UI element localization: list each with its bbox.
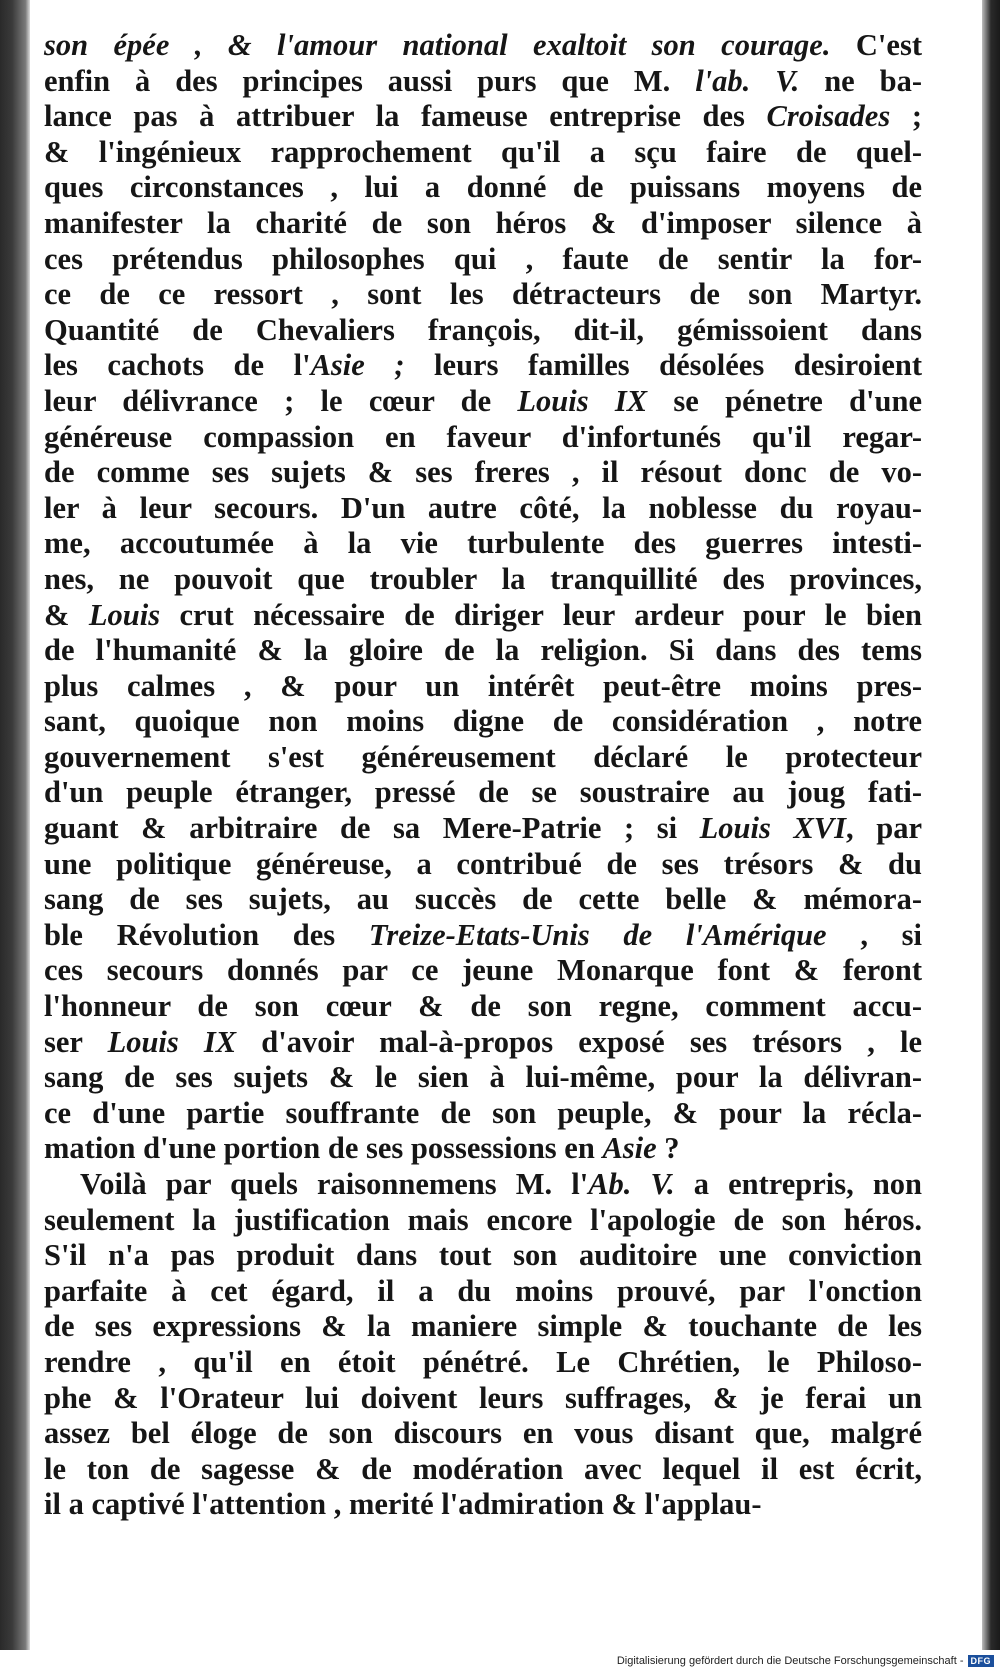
paragraph-2 (44, 1167, 922, 1523)
paragraph-1 (44, 28, 922, 1167)
text-line: & l'ingénieux rapprochement qu'il a sçu faire de quel- (44, 134, 922, 169)
text-line: ces prétendus philosophes qui , faute de sentir la for- (44, 241, 922, 276)
text-line: les cachots de l'Asie ; leurs familles désolées desiroient (44, 348, 922, 383)
scan-left-edge (0, 0, 30, 1650)
credit-text: Digitalisierung gefördert durch die Deutsche Forschungsgemeinschaft - (616, 1655, 964, 1667)
text-line: plus calmes , & pour un intérêt peut-être moins pres- (44, 668, 922, 703)
text-line: mation d'une portion de ses possessions en Asie ? (44, 1131, 680, 1166)
text-line: l'honneur de son cœur & de son regne, comment accu- (44, 989, 922, 1024)
scan-right-edge (982, 0, 1000, 1650)
text-line: sang de ses sujets, au succès de cette belle & mémora- (44, 882, 922, 917)
text-line: me, accoutumée à la vie turbulente des guerres intesti- (44, 526, 922, 561)
text-line: leur délivrance ; le cœur de Louis IX se pénetre d'une (44, 383, 922, 418)
text-line: rendre , qu'il en étoit pénétré. Le Chrétien, le Philoso- (44, 1344, 922, 1379)
text-line: de l'humanité & la gloire de la religion. Si dans des tems (44, 633, 922, 668)
text-line: parfaite à cet égard, il a du moins prouvé, par l'onction (44, 1273, 922, 1308)
page-text (44, 28, 922, 1523)
text-line: ces secours donnés par ce jeune Monarque font & feront (44, 953, 922, 988)
text-line: sant, quoique non moins digne de considération , notre (44, 704, 922, 739)
text-line: gouvernement s'est généreusement déclaré le protecteur (44, 739, 922, 774)
dfg-logo: DFG (968, 1655, 995, 1667)
text-line: de comme ses sujets & ses freres , il résout donc de vo- (44, 455, 922, 490)
text-line: le ton de sagesse & de modération avec lequel il est écrit, (44, 1451, 922, 1486)
text-line: phe & l'Orateur lui doivent leurs suffrages, & je ferai un (44, 1380, 922, 1415)
text-line: enfin à des principes aussi purs que M. l'ab. V. ne ba- (44, 63, 923, 98)
text-line: S'il n'a pas produit dans tout son auditoire une conviction (44, 1238, 922, 1273)
text-line: seulement la justification mais encore l'apologie de son héros. (44, 1202, 922, 1237)
text-line: de ses expressions & la maniere simple & touchante de les (44, 1309, 922, 1344)
text-line: nes, ne pouvoit que troubler la tranquillité des provinces, (44, 561, 922, 596)
text-line: généreuse compassion en faveur d'infortunés qu'il regar- (44, 419, 922, 454)
text-line: il a captivé l'attention , merité l'admiration & l'applau- (44, 1487, 762, 1522)
text-line: ble Révolution des Treize-Etats-Unis de l'Amérique , si (44, 917, 923, 952)
text-line: d'un peuple étranger, pressé de se soustraire au joug fati- (44, 775, 922, 810)
text-line: assez bel éloge de son discours en vous disant que, malgré (44, 1416, 922, 1451)
text-line: & Louis crut nécessaire de diriger leur ardeur pour le bien (44, 597, 922, 632)
text-line: une politique généreuse, a contribué de ses trésors & du (44, 846, 922, 881)
text-line: ser Louis IX d'avoir mal-à-propos exposé ses trésors , le (44, 1024, 922, 1059)
text-line: ler à leur secours. D'un autre côté, la noblesse du royau- (44, 490, 922, 525)
text-line: Quantité de Chevaliers françois, dit-il, gémissoient dans (44, 312, 922, 347)
text-line: ce de ce ressort , sont les détracteurs de son Martyr. (44, 277, 922, 312)
text-line: manifester la charité de son héros & d'imposer silence à (44, 205, 922, 240)
text-line: sang de ses sujets & le sien à lui-même, pour la délivran- (44, 1060, 922, 1095)
text-line: Voilà par quels raisonnemens M. l'Ab. V. a entrepris, non (80, 1167, 922, 1201)
digitization-credit (617, 1655, 994, 1667)
text-line: lance pas à attribuer la fameuse entreprise des Croisades ; (44, 99, 922, 134)
text-line: ques circonstances , lui a donné de puissans moyens de (44, 170, 922, 205)
text-line: ce d'une partie souffrante de son peuple, & pour la récla- (44, 1095, 922, 1130)
text-line: guant & arbitraire de sa Mere-Patrie ; si Louis XVI, par (44, 811, 922, 846)
text-line: son épée , & l'amour national exaltoit son courage. C'est (44, 28, 922, 62)
